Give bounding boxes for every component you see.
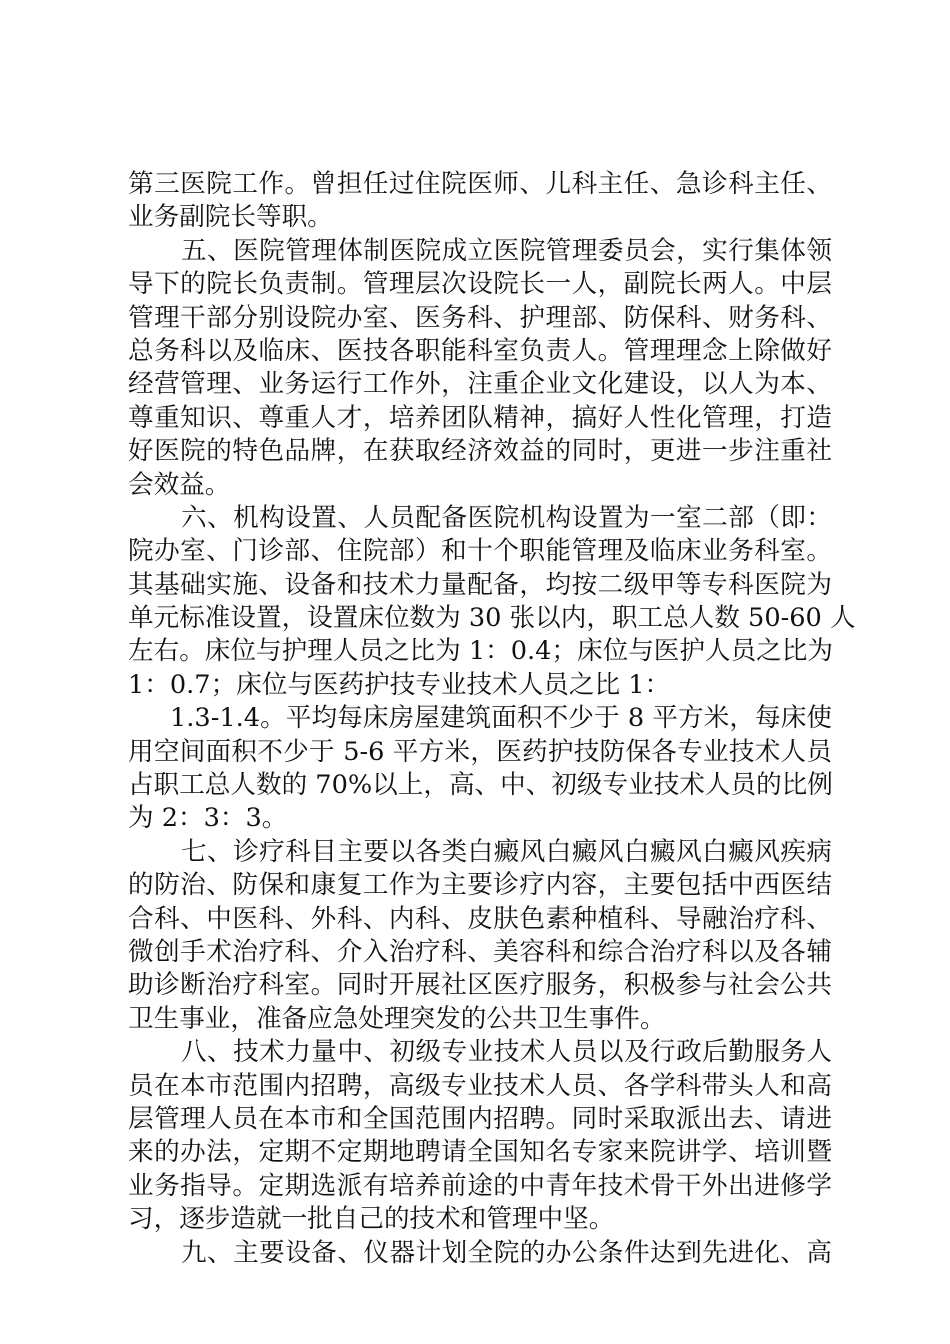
paragraph-nine [128, 1237, 832, 1270]
text-line: 业务副院长等职。 [128, 202, 333, 233]
paragraph-seven [128, 836, 832, 1036]
text-line: 管理干部分别设院办室、医务科、护理部、防保科、财务科、 [128, 302, 832, 333]
text-line: 左右。床位与护理人员之比为 1：0.4；床位与医护人员之比为 [128, 636, 833, 667]
text-line: 六、机构设置、人员配备医院机构设置为一室二部（即： [181, 502, 832, 533]
text-line: 院办室、门诊部、住院部）和十个职能管理及临床业务科室。 [128, 536, 832, 567]
text-line: 好医院的特色品牌，在获取经济效益的同时，更进一步注重社 [128, 436, 832, 467]
text-line: 的防治、防保和康复工作为主要诊疗内容，主要包括中西医结 [128, 870, 832, 901]
text-line: 来的办法，定期不定期地聘请全国知名专家来院讲学、培训暨 [128, 1137, 832, 1168]
text-line: 为 2：3：3。 [128, 803, 288, 834]
text-line: 第三医院工作。曾担任过住院医师、儿科主任、急诊科主任、 [128, 169, 832, 199]
paragraph-intro-tail [128, 168, 832, 235]
text-line: 用空间面积不少于 5-6 平方米，医药护技防保各专业技术人员 [128, 736, 832, 767]
text-line: 助诊断治疗科室。同时开展社区医疗服务，积极参与社会公共 [128, 970, 832, 1001]
text-line: 尊重知识、尊重人才，培养团队精神，搞好人性化管理，打造 [128, 402, 832, 433]
text-line: 经营管理、业务运行工作外，注重企业文化建设，以人为本、 [128, 369, 832, 400]
text-line: 习，逐步造就一批自己的技术和管理中坚。 [128, 1204, 615, 1235]
text-line: 占职工总人数的 70%以上，高、中、初级专业技术人员的比例 [128, 770, 833, 801]
paragraph-six [128, 502, 856, 702]
text-line: 会效益。 [128, 469, 231, 500]
text-line: 1.3-1.4。平均每床房屋建筑面积不少于 8 平方米，每床使 [170, 703, 832, 734]
document-body [128, 168, 856, 1270]
text-line: 八、技术力量中、初级专业技术人员以及行政后勤服务人 [181, 1037, 832, 1068]
text-line: 九、主要设备、仪器计划全院的办公条件达到先进化、高 [181, 1237, 832, 1268]
text-line: 层管理人员在本市和全国范围内招聘。同时采取派出去、请进 [128, 1103, 832, 1134]
text-line: 业务指导。定期选派有培养前途的中青年技术骨干外出进修学 [128, 1170, 832, 1201]
text-line: 其基础实施、设备和技术力量配备，均按二级甲等专科医院为 [128, 569, 832, 600]
text-line: 1：0.7；床位与医药护技专业技术人员之比 1： [128, 669, 671, 700]
text-line: 单元标准设置，设置床位数为 30 张以内，职工总人数 50-60 人 [128, 603, 856, 634]
paragraph-six-continued [128, 702, 832, 836]
text-line: 五、医院管理体制医院成立医院管理委员会，实行集体领 [181, 235, 832, 266]
text-line: 总务科以及临床、医技各职能科室负责人。管理理念上除做好 [128, 335, 832, 366]
text-line: 卫生事业，准备应急处理突发的公共卫生事件。 [128, 1003, 666, 1034]
text-line: 微创手术治疗科、介入治疗科、美容科和综合治疗科以及各辅 [128, 936, 832, 967]
text-line: 员在本市范围内招聘，高级专业技术人员、各学科带头人和高 [128, 1070, 832, 1101]
paragraph-eight [128, 1036, 832, 1236]
text-line: 合科、中医科、外科、内科、皮肤色素种植科、导融治疗科、 [128, 903, 832, 934]
text-line: 导下的院长负责制。管理层次设院长一人，副院长两人。中层 [128, 269, 832, 300]
paragraph-five [128, 235, 832, 502]
text-line: 七、诊疗科目主要以各类白癜风白癜风白癜风白癜风疾病 [181, 836, 832, 867]
